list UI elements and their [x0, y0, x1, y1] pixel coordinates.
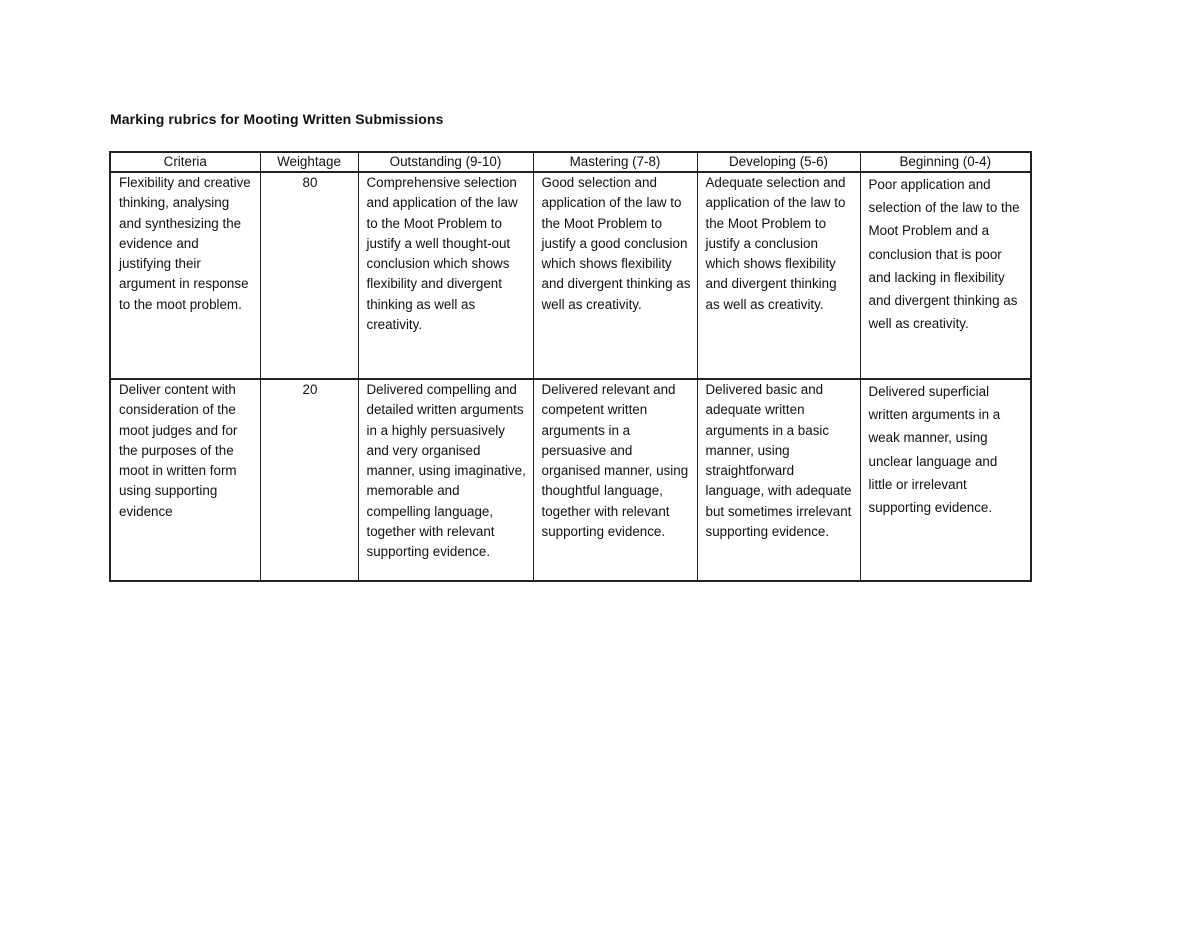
criteria-text: Deliver content with consideration of the moot judges and for the purposes of the moot in written form using supporting evidence — [119, 382, 238, 519]
header-mastering: Mastering (7-8) — [533, 152, 697, 172]
cell-weightage — [260, 172, 358, 379]
cell-outstanding — [358, 379, 533, 581]
developing-text: Delivered basic and adequate written arguments in a basic manner, using straightforward language, with adequate but sometimes irrelevant supporting evidence. — [705, 382, 852, 540]
cell-mastering — [533, 379, 697, 581]
criteria-text: Flexibility and creative thinking, analysing and synthesizing the evidence and justifying their argument in response to the moot problem. — [119, 175, 251, 312]
weightage-value: 80 — [302, 175, 318, 190]
cell-beginning — [860, 172, 1031, 379]
outstanding-text: Delivered compelling and detailed written arguments in a highly persuasively and very organised manner, using imaginative, memorable and compelling language, together with relevant supporting evidence. — [366, 382, 526, 560]
rubric-table — [109, 151, 1032, 582]
header-outstanding: Outstanding (9-10) — [358, 152, 533, 172]
cell-beginning — [860, 379, 1031, 581]
mastering-text: Good selection and application of the law to the Moot Problem to justify a good conclusion which shows flexibility and divergent thinking as well as creativity. — [541, 175, 691, 312]
beginning-text: Poor application and selection of the law to the Moot Problem and a conclusion that is poor and lacking in flexibility and divergent thinking as well as creativity. — [868, 177, 1020, 332]
cell-mastering — [533, 172, 697, 379]
header-weightage: Weightage — [260, 152, 358, 172]
header-criteria: Criteria — [110, 152, 260, 172]
cell-criteria — [110, 379, 260, 581]
cell-developing — [697, 379, 860, 581]
cell-weightage — [260, 379, 358, 581]
header-beginning: Beginning (0-4) — [860, 152, 1031, 172]
mastering-text: Delivered relevant and competent written arguments in a persuasive and organised manner, using thoughtful language, together with relevant supporting evidence. — [541, 382, 689, 540]
table-header-row — [110, 152, 1031, 172]
cell-criteria — [110, 172, 260, 379]
developing-text: Adequate selection and application of the law to the Moot Problem to justify a conclusion which shows flexibility and divergent thinking as well as creativity. — [705, 175, 846, 312]
cell-developing — [697, 172, 860, 379]
table-row — [110, 379, 1031, 581]
outstanding-text: Comprehensive selection and application of the law to the Moot Problem to justify a well thought-out conclusion which shows flexibility and divergent thinking as well as creativity. — [366, 175, 518, 333]
weightage-value: 20 — [302, 382, 318, 397]
table-row — [110, 172, 1031, 379]
header-developing: Developing (5-6) — [697, 152, 860, 172]
beginning-text: Delivered superficial written arguments in a weak manner, using unclear language and little or irrelevant supporting evidence. — [868, 384, 1001, 516]
cell-outstanding — [358, 172, 533, 379]
document-title: Marking rubrics for Mooting Written Submissions — [110, 111, 444, 127]
